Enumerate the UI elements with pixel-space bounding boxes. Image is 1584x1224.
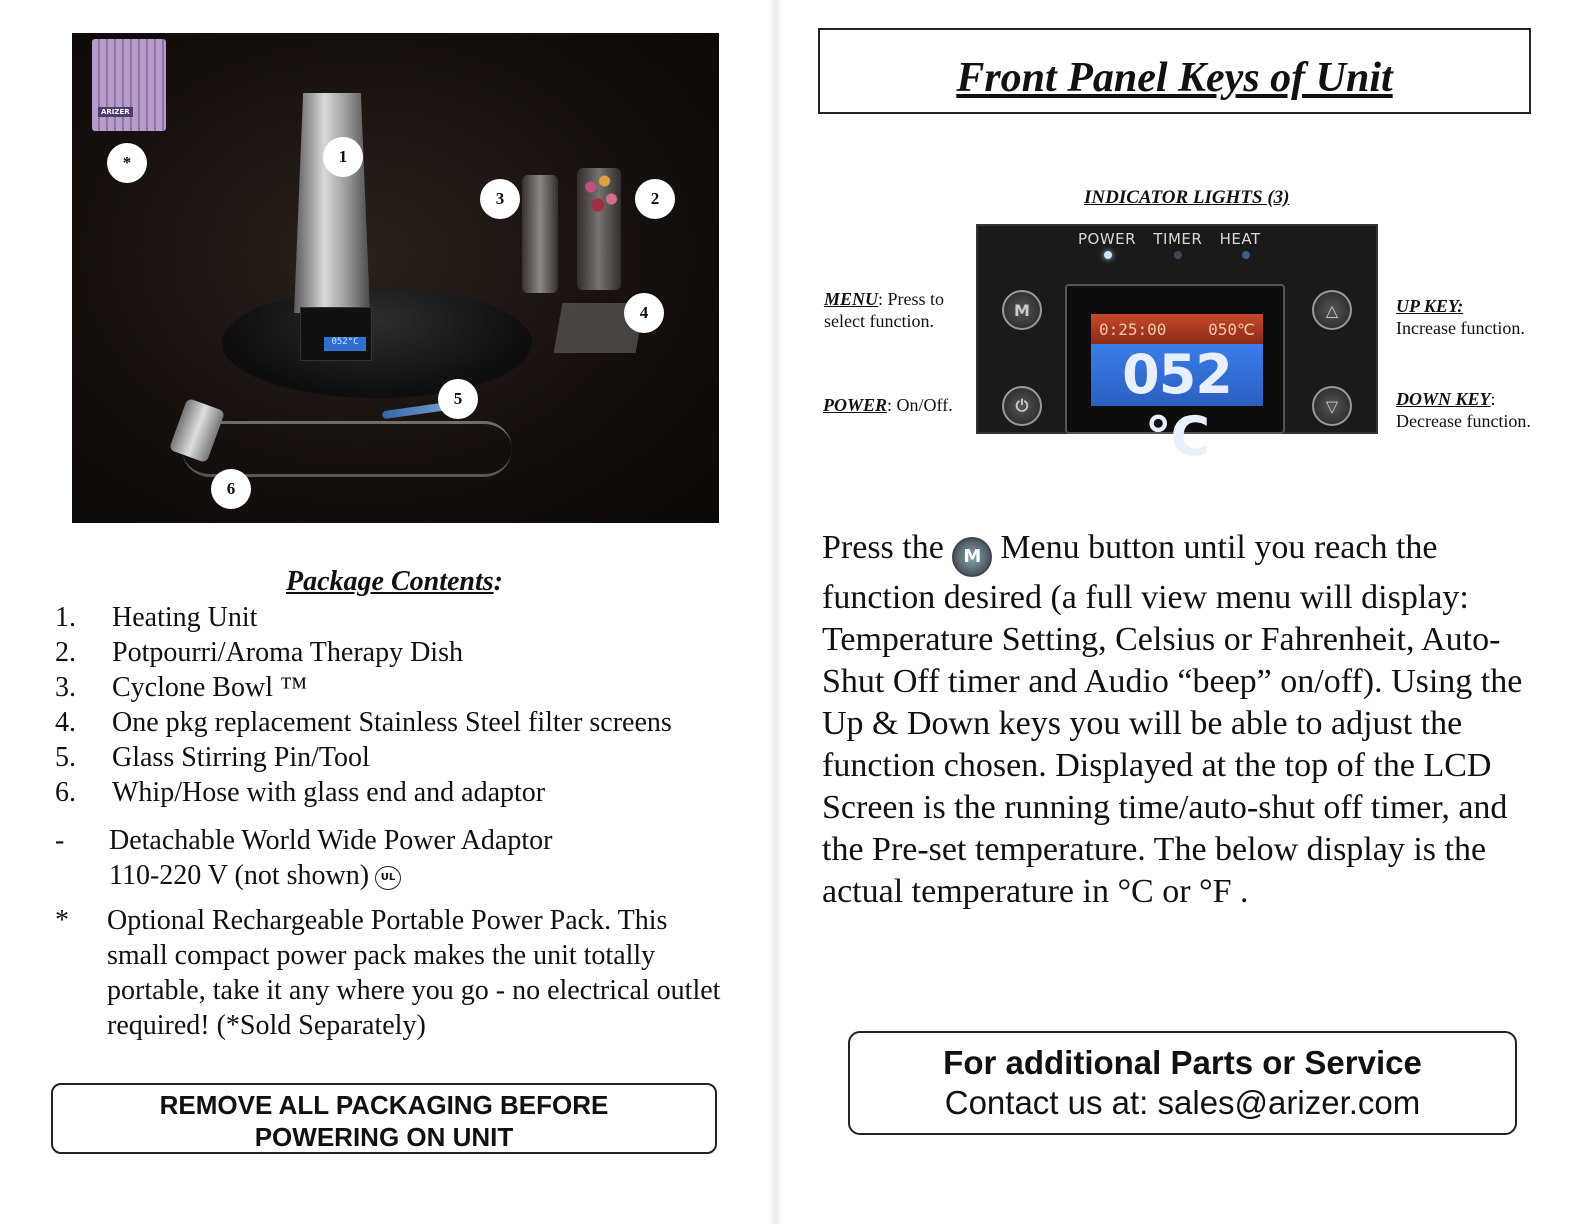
callout-5: 5 — [438, 379, 478, 419]
package-contents-list — [55, 600, 755, 810]
up-key-icon: △ — [1312, 290, 1352, 330]
callout-2: 2 — [635, 179, 675, 219]
optional-power-pack-text: Optional Rechargeable Portable Power Pack. This small compact power pack makes the unit totally portable, take it any where you go - no electrical outlet required! (*Sold Separately) — [107, 905, 721, 1041]
power-key-icon: ⏻ — [1002, 386, 1042, 426]
lcd-timer: 0:25:00 — [1099, 319, 1167, 339]
package-contents-title-colon: : — [493, 566, 503, 597]
item-text: Potpourri/Aroma Therapy Dish — [112, 637, 463, 668]
indicator-labels — [1078, 230, 1273, 248]
menu-key-desc-1: Press to — [887, 289, 945, 309]
adaptor-line-2-wrap — [109, 858, 401, 893]
list-item — [55, 635, 755, 670]
power-pack-label: ARIZER — [98, 107, 133, 117]
indicator-heat-label: HEAT — [1219, 230, 1261, 248]
contact-heading: For additional Parts or Service — [943, 1044, 1422, 1081]
callout-3: 3 — [480, 179, 520, 219]
up-key-desc: Increase function. — [1396, 318, 1525, 338]
down-key-desc: Decrease function. — [1396, 411, 1531, 431]
package-contents-title — [286, 566, 503, 598]
power-key-name: POWER — [823, 395, 888, 415]
item-number: 1. — [55, 602, 76, 633]
menu-key-icon: M — [1002, 290, 1042, 330]
item-number: 6. — [55, 777, 76, 808]
item-number: 3. — [55, 672, 76, 703]
warning-line-1: REMOVE ALL PACKAGING BEFORE — [159, 1090, 609, 1120]
callout-6: 6 — [211, 469, 251, 509]
menu-instructions — [822, 527, 1542, 913]
product-photo — [72, 33, 719, 523]
down-key-sep: : — [1490, 389, 1496, 409]
menu-key-name: MENU — [824, 289, 879, 309]
up-key-name: UP KEY — [1396, 296, 1458, 316]
callout-4: 4 — [624, 293, 664, 333]
up-key-label — [1396, 295, 1576, 339]
indicator-timer-label: TIMER — [1153, 230, 1203, 248]
list-item — [55, 670, 755, 705]
item-text: Cyclone Bowl ™ — [112, 672, 308, 703]
power-adaptor-item — [55, 823, 715, 895]
item-number: 2. — [55, 637, 76, 668]
power-led-icon — [1104, 251, 1112, 259]
instructions-text: Menu button until you reach the function desired (a full view menu will display: Temperature Setting, Celsius or Fahrenheit, Auto-Shut Off timer and Audio “beep” on/off). Using the Up & Down keys you will be able to adjust the function chosen. Displayed at the top of the LCD Screen is the running time/auto-shut off timer, and the Pre-set temperature. The below display is the actual temperature in °C or °F . — [822, 529, 1523, 910]
menu-key-label — [824, 288, 974, 332]
lcd-top-row — [1091, 314, 1263, 344]
potpourri-image — [577, 163, 623, 223]
up-key-sep: : — [1457, 296, 1464, 316]
front-panel-title-box — [818, 28, 1531, 114]
asterisk-mark: * — [55, 905, 69, 936]
unit-base-image — [222, 288, 532, 398]
unit-lcd-image: 052°C — [324, 337, 366, 351]
menu-key-sep: : — [878, 289, 884, 309]
item-number: 5. — [55, 742, 76, 773]
adaptor-line-1: Detachable World Wide Power Adaptor — [109, 825, 553, 856]
optional-power-pack-item — [55, 903, 735, 1053]
unit-panel-image — [300, 307, 372, 361]
list-item — [55, 775, 755, 810]
package-contents-title-text: Package Contents — [286, 566, 494, 597]
timer-led-icon — [1174, 251, 1182, 259]
callout-1: 1 — [323, 137, 363, 177]
lcd-screen — [1065, 284, 1285, 468]
front-panel-diagram — [976, 224, 1378, 468]
warning-line-2: POWERING ON UNIT — [254, 1122, 514, 1152]
indicator-lights-title: INDICATOR LIGHTS (3) — [1084, 187, 1290, 208]
item-text: Whip/Hose with glass end and adaptor — [112, 777, 546, 808]
item-number: 4. — [55, 707, 76, 738]
page-fold — [768, 0, 782, 1224]
item-text: One pkg replacement Stainless Steel filter screens — [112, 707, 672, 738]
power-key-label — [823, 394, 973, 416]
power-pack-image — [92, 39, 166, 131]
lcd-preset-temp: 050℃ — [1208, 319, 1255, 339]
press-the-text: Press the — [822, 529, 944, 566]
list-item — [55, 740, 755, 775]
ul-logo: UL — [375, 866, 401, 890]
menu-key-desc-2: select function. — [824, 311, 934, 331]
packaging-warning-box — [51, 1083, 717, 1154]
item-text: Glass Stirring Pin/Tool — [112, 742, 370, 773]
heat-led-icon — [1242, 251, 1250, 259]
list-item — [55, 600, 755, 635]
down-key-icon: ▽ — [1312, 386, 1352, 426]
heating-unit-image — [294, 93, 370, 313]
dash-mark: - — [55, 825, 65, 856]
down-key-name: DOWN KEY — [1396, 389, 1491, 409]
cyclone-bowl-image — [522, 175, 558, 293]
adaptor-line-2: 110-220 V (not shown) — [109, 860, 370, 891]
contact-email-line: Contact us at: sales@arizer.com — [944, 1084, 1421, 1121]
list-item — [55, 705, 755, 740]
front-panel-title: Front Panel Keys of Unit — [956, 55, 1393, 101]
lcd-actual-temp: 052 ℃ — [1091, 344, 1263, 406]
power-key-sep: : — [887, 395, 893, 415]
item-text: Heating Unit — [112, 602, 258, 633]
contact-box — [848, 1031, 1517, 1135]
down-key-label — [1396, 388, 1576, 432]
callout-star: * — [107, 143, 147, 183]
indicator-power-label: POWER — [1078, 230, 1137, 248]
power-key-desc: On/Off. — [896, 395, 953, 415]
menu-button-icon: M — [952, 537, 992, 577]
